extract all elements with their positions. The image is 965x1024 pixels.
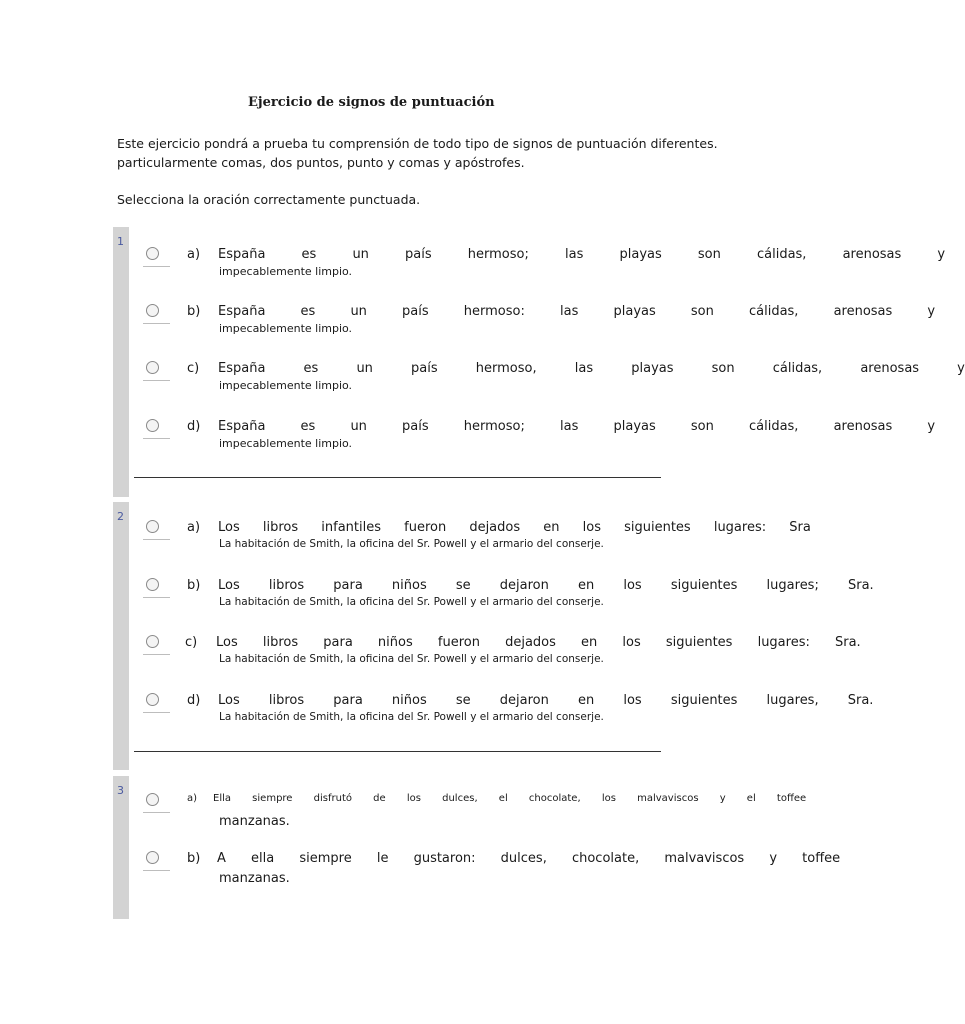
option-text: Los libros para niños se dejaron en los siguientes lugares, Sra. (218, 693, 874, 708)
option-letter: a) (187, 793, 198, 804)
radio-button[interactable] (146, 851, 159, 864)
radio-button[interactable] (146, 793, 159, 806)
radio-button[interactable] (146, 693, 159, 706)
radio-button[interactable] (146, 304, 159, 317)
radio-button[interactable] (146, 635, 159, 648)
radio-underline (143, 323, 170, 324)
radio-underline (143, 380, 170, 381)
radio-underline (143, 597, 170, 598)
question-number: 1 (117, 235, 124, 248)
option-letter: b) (187, 851, 201, 866)
radio-button[interactable] (146, 247, 159, 260)
question-divider (134, 751, 661, 752)
option-letter: b) (187, 304, 201, 319)
radio-underline (143, 539, 170, 540)
option-text: Los libros para niños fueron dejados en los siguientes lugares: Sra. (216, 635, 861, 650)
option-text-continued: La habitación de Smith, la oficina del Sr. Powell y el armario del conserje. (219, 596, 604, 608)
question-bar (113, 227, 129, 497)
option-letter: d) (187, 693, 201, 708)
radio-button[interactable] (146, 520, 159, 533)
radio-button[interactable] (146, 419, 159, 432)
radio-button[interactable] (146, 361, 159, 374)
option-text: Los libros para niños se dejaron en los siguientes lugares; Sra. (218, 578, 874, 593)
option-letter: c) (187, 361, 200, 376)
option-text-continued: impecablemente limpio. (219, 322, 353, 335)
intro-text: Este ejercicio pondrá a prueba tu comprensión de todo tipo de signos de puntuación diferentes. particularmente comas, dos puntos, punto y comas y apóstrofes. (117, 136, 718, 170)
question-bar (113, 776, 129, 919)
page-title: Ejercicio de signos de puntuación (248, 95, 495, 110)
option-text-continued: La habitación de Smith, la oficina del Sr. Powell y el armario del conserje. (219, 711, 604, 723)
radio-underline (143, 438, 170, 439)
option-text-continued: manzanas. (219, 814, 290, 829)
radio-underline (143, 712, 170, 713)
option-letter: d) (187, 419, 201, 434)
option-letter: a) (187, 520, 201, 535)
option-text: Los libros infantiles fueron dejados en los siguientes lugares: Sra (218, 520, 811, 535)
radio-underline (143, 870, 170, 871)
question-bar (113, 502, 129, 770)
option-text: Ella siempre disfrutó de los dulces, el chocolate, los malvaviscos y el toffee (213, 793, 807, 804)
instruction-text: Selecciona la oración correctamente punctuada. (117, 192, 421, 207)
option-text: A ella siempre le gustaron: dulces, chocolate, malvaviscos y toffee (217, 851, 841, 866)
radio-underline (143, 266, 170, 267)
option-letter: c) (185, 635, 198, 650)
radio-underline (143, 654, 170, 655)
option-text-continued: impecablemente limpio. (219, 265, 353, 278)
question-divider (134, 477, 661, 478)
option-text: España es un país hermoso, las playas son cálidas, arenosas y (218, 361, 965, 376)
option-text-continued: impecablemente limpio. (219, 437, 353, 450)
radio-button[interactable] (146, 578, 159, 591)
option-text: España es un país hermoso; las playas son cálidas, arenosas y (218, 247, 946, 262)
option-letter: b) (187, 578, 201, 593)
option-text-continued: La habitación de Smith, la oficina del Sr. Powell y el armario del conserje. (219, 653, 604, 665)
question-number: 3 (117, 784, 124, 797)
option-text-continued: manzanas. (219, 871, 290, 886)
option-text-continued: impecablemente limpio. (219, 379, 353, 392)
option-letter: a) (187, 247, 201, 262)
radio-underline (143, 812, 170, 813)
option-text: España es un país hermoso: las playas son cálidas, arenosas y (218, 304, 936, 319)
option-text-continued: La habitación de Smith, la oficina del Sr. Powell y el armario del conserje. (219, 538, 604, 550)
question-number: 2 (117, 510, 124, 523)
option-text: España es un país hermoso; las playas son cálidas, arenosas y (218, 419, 936, 434)
